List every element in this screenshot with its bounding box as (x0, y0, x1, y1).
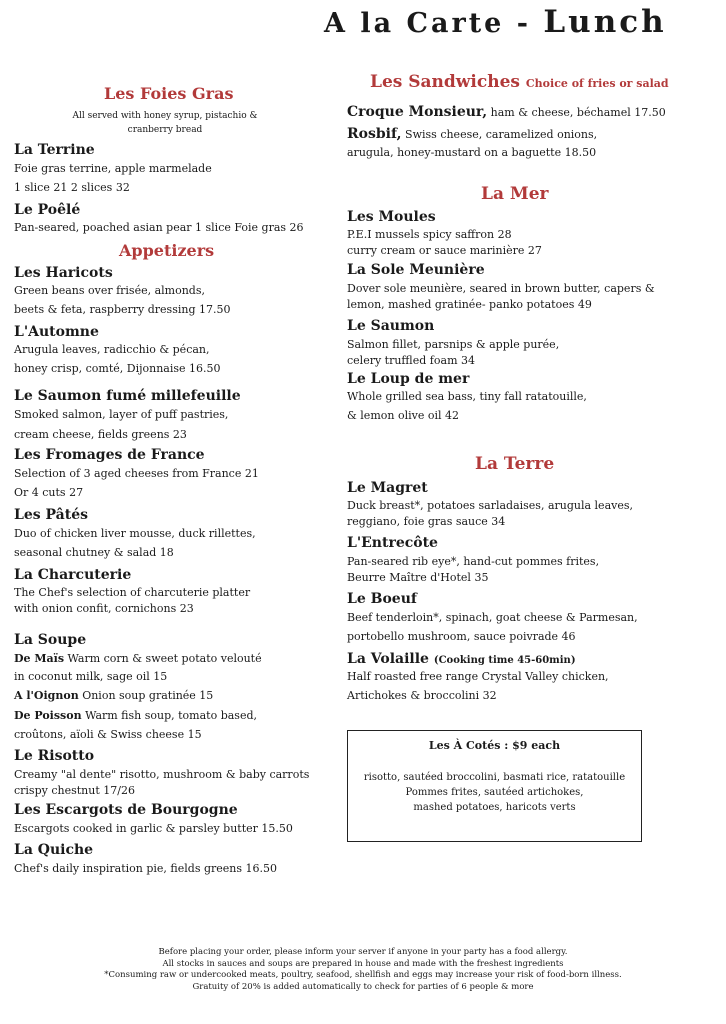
sides-line2: Pommes frites, sautéed artichokes, (405, 787, 584, 798)
item-saumon-desc1: Salmon fillet, parsnips & apple purée, (347, 338, 560, 351)
item-haricots-desc2: beets & feta, raspberry dressing 17.50 (14, 303, 231, 316)
item-moules-desc1: P.E.I mussels spicy saffron 28 (347, 228, 512, 241)
item-entrecote-desc1: Pan-seared rib eye*, hand-cut pommes frites, (347, 555, 600, 568)
soupe-oignon (14, 688, 213, 704)
item-croque (347, 104, 666, 121)
item-moules-desc2: curry cream or sauce marinière 27 (347, 244, 542, 257)
item-volaille (347, 651, 576, 667)
item-automne-desc2: honey crisp, comté, Dijonnaise 16.50 (14, 362, 221, 375)
footer-notice (40, 947, 686, 993)
soupe-oignon-desc: Onion soup gratinée 15 (78, 689, 214, 702)
soupe-poisson-name: De Poisson (14, 709, 82, 722)
item-rosbif-name: Rosbif, (347, 126, 402, 142)
soupe-mais (14, 651, 262, 667)
foies-note-line1: All served with honey syrup, pistachio & (72, 111, 258, 121)
item-saumon-desc2: celery truffled foam 34 (347, 354, 475, 367)
soupe-poisson-desc2: croûtons, aïoli & Swiss cheese 15 (14, 728, 202, 741)
item-volaille-name: La Volaille (347, 651, 429, 667)
item-rosbif-desc2: arugula, honey-mustard on a baguette 18.50 (347, 146, 597, 159)
item-pates-desc2: seasonal chutney & salad 18 (14, 546, 174, 559)
item-quiche-name: La Quiche (14, 842, 94, 858)
sides-title: Les À Cotés : $9 each (428, 739, 561, 752)
item-rosbif-desc: Swiss cheese, caramelized onions, (401, 128, 598, 141)
footer-line4: Gratuity of 20% is added automatically to check for parties of 6 people & more (192, 981, 534, 992)
item-saumon-fume-desc1: Smoked salmon, layer of puff pastries, (14, 408, 229, 421)
item-escargots-desc: Escargots cooked in garlic & parsley butter 15.50 (14, 822, 293, 835)
item-magret-desc2: reggiano, foie gras sauce 34 (347, 515, 506, 528)
section-la-mer: La Mer (481, 184, 549, 204)
item-haricots-desc1: Green beans over frisée, almonds, (14, 284, 205, 297)
footer-line2: All stocks in sauces and soups are prepared in house and made with the freshest ingredients (162, 958, 564, 969)
item-loup-name: Le Loup de mer (347, 371, 470, 387)
item-saumon-name: Le Saumon (347, 318, 435, 334)
item-boeuf-desc2: portobello mushroom, sauce poivrade 46 (347, 630, 576, 643)
item-loup-desc2: & lemon olive oil 42 (347, 409, 459, 422)
sandwiches-heading: Les Sandwiches (370, 72, 520, 92)
item-pates-name: Les Pâtés (14, 507, 88, 523)
item-fromages-desc2: Or 4 cuts 27 (14, 486, 84, 499)
page-title (324, 4, 667, 40)
sides-box (347, 730, 642, 842)
item-saumon-fume-desc2: cream cheese, fields greens 23 (14, 428, 187, 441)
section-appetizers: Appetizers (119, 241, 215, 260)
item-boeuf-name: Le Boeuf (347, 591, 417, 607)
foies-gras-note (40, 109, 290, 137)
footer-line3: *Consuming raw or undercooked meats, poultry, seafood, shellfish and eggs may increase your risk of food-born illness. (104, 970, 622, 981)
item-escargots-name: Les Escargots de Bourgogne (14, 802, 238, 818)
item-sole-desc2: lemon, mashed gratinée- panko potatoes 49 (347, 298, 592, 311)
item-volaille-desc1: Half roasted free range Crystal Valley chicken, (347, 670, 609, 683)
section-sandwiches (370, 72, 669, 92)
item-entrecote-name: L'Entrecôte (347, 535, 438, 551)
sandwiches-sub: Choice of fries or salad (525, 77, 669, 90)
item-automne-desc1: Arugula leaves, radicchio & pécan, (14, 343, 210, 356)
footer-line1: Before placing your order, please inform your server if anyone in your party has a food allergy. (158, 947, 568, 957)
item-automne-name: L'Automne (14, 324, 99, 340)
item-charcuterie-desc1: The Chef's selection of charcuterie platter (14, 586, 251, 599)
item-boeuf-desc1: Beef tenderloin*, spinach, goat cheese & Parmesan, (347, 611, 638, 624)
item-magret-desc1: Duck breast*, potatoes sarladaises, arugula leaves, (347, 499, 633, 512)
item-rosbif (347, 126, 597, 143)
section-foies-gras: Les Foies Gras (104, 84, 234, 103)
item-fromages-desc1: Selection of 3 aged cheeses from France 21 (14, 467, 259, 480)
foies-note-line2: cranberry bread (127, 125, 203, 135)
item-haricots-name: Les Haricots (14, 265, 113, 281)
item-moules-name: Les Moules (347, 209, 436, 225)
item-terrine-price: 1 slice 21 2 slices 32 (14, 181, 130, 194)
item-croque-name: Croque Monsieur, (347, 104, 488, 120)
item-terrine-desc: Foie gras terrine, apple marmelade (14, 162, 212, 175)
item-risotto-desc1: Creamy "al dente" risotto, mushroom & baby carrots (14, 768, 310, 781)
sides-line1: risotto, sautéed broccolini, basmati rice, ratatouille (363, 772, 626, 783)
sides-line3: mashed potatoes, haricots verts (413, 802, 576, 813)
item-risotto-desc2: crispy chestnut 17/26 (14, 784, 135, 797)
item-soupe-name: La Soupe (14, 632, 87, 648)
item-pates-desc1: Duo of chicken liver mousse, duck rillettes, (14, 527, 256, 540)
item-entrecote-desc2: Beurre Maître d'Hotel 35 (347, 571, 489, 584)
item-croque-desc: ham & cheese, béchamel 17.50 (487, 106, 666, 119)
item-poele-desc: Pan-seared, poached asian pear 1 slice Foie gras 26 (14, 221, 304, 234)
item-poele-name: Le Poêlé (14, 202, 81, 218)
soupe-poisson-desc: Warm fish soup, tomato based, (81, 709, 257, 722)
section-la-terre: La Terre (475, 454, 555, 474)
soupe-oignon-name: A l'Oignon (14, 689, 79, 702)
item-charcuterie-name: La Charcuterie (14, 567, 132, 583)
item-sole-name: La Sole Meunière (347, 262, 485, 278)
item-terrine-name: La Terrine (14, 142, 95, 158)
soupe-mais-desc: Warm corn & sweet potato velouté (64, 652, 262, 665)
soupe-mais-name: De Maïs (14, 652, 65, 665)
title-prefix: A la Carte - (324, 8, 544, 39)
title-lunch: Lunch (543, 4, 667, 40)
item-risotto-name: Le Risotto (14, 748, 95, 764)
item-saumon-fume-name: Le Saumon fumé millefeuille (14, 388, 241, 404)
item-sole-desc1: Dover sole meunière, seared in brown butter, capers & (347, 282, 655, 295)
item-volaille-desc2: Artichokes & broccolini 32 (347, 689, 497, 702)
item-fromages-name: Les Fromages de France (14, 447, 205, 463)
soupe-poisson (14, 708, 257, 724)
item-quiche-desc: Chef's daily inspiration pie, fields greens 16.50 (14, 862, 278, 875)
item-magret-name: Le Magret (347, 480, 428, 496)
item-volaille-note: (Cooking time 45-60min) (433, 655, 576, 666)
item-charcuterie-desc2: with onion confit, cornichons 23 (14, 602, 194, 615)
soupe-mais-desc2: in coconut milk, sage oil 15 (14, 670, 168, 683)
item-loup-desc1: Whole grilled sea bass, tiny fall ratatouille, (347, 390, 587, 403)
